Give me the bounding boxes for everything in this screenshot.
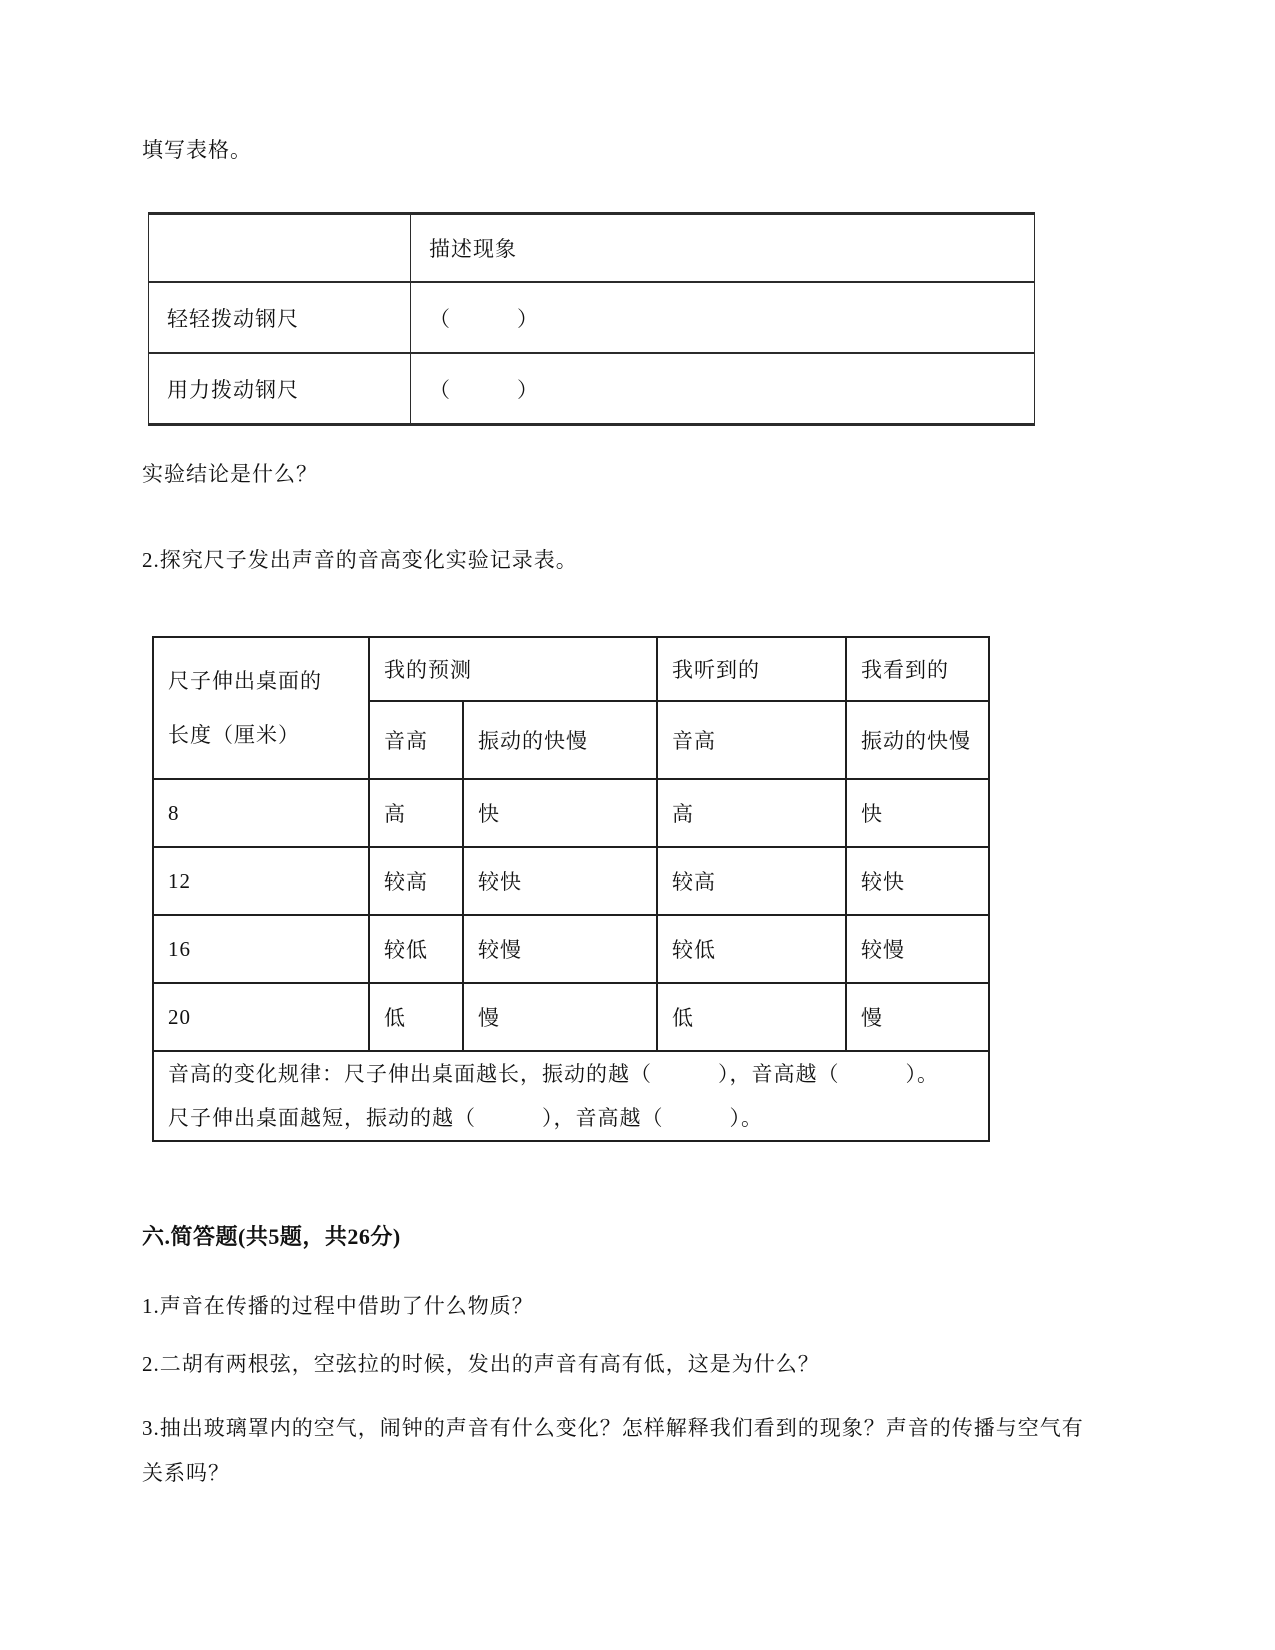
pitch-subheader-cell: 音高 bbox=[657, 701, 846, 779]
vibration-subheader-cell: 振动的快慢 bbox=[846, 701, 989, 779]
vibration-cell: 快 bbox=[463, 779, 657, 847]
pitch-cell: 高 bbox=[369, 779, 463, 847]
length-cell: 20 bbox=[153, 983, 369, 1051]
summary-line-1: 音高的变化规律：尺子伸出桌面越长，振动的越（ ），音高越（ ）。 bbox=[168, 1062, 939, 1086]
pitch-cell: 较低 bbox=[657, 915, 846, 983]
row-label-cell: 用力拨动钢尺 bbox=[149, 353, 411, 425]
blank-answer-cell: （ ） bbox=[411, 282, 1035, 353]
table-row bbox=[149, 282, 1035, 353]
section-6-heading: 六.简答题(共5题，共26分) bbox=[142, 1224, 401, 1249]
vibration-cell: 快 bbox=[846, 779, 989, 847]
vibration-cell: 较慢 bbox=[846, 915, 989, 983]
row-label-cell: 轻轻拨动钢尺 bbox=[149, 282, 411, 353]
length-cell: 16 bbox=[153, 915, 369, 983]
experiment-2-title: 2.探究尺子发出声音的音高变化实验记录表。 bbox=[142, 548, 578, 572]
pitch-cell: 低 bbox=[369, 983, 463, 1051]
vibration-cell: 慢 bbox=[463, 983, 657, 1051]
phenomenon-table bbox=[148, 212, 1035, 426]
pitch-cell: 较高 bbox=[369, 847, 463, 915]
vibration-cell: 较快 bbox=[846, 847, 989, 915]
table-row bbox=[153, 779, 989, 847]
seen-header-cell: 我看到的 bbox=[846, 637, 989, 701]
pitch-experiment-table bbox=[152, 636, 990, 1142]
pitch-cell: 较低 bbox=[369, 915, 463, 983]
table-row bbox=[153, 847, 989, 915]
table1-describe-header-cell: 描述现象 bbox=[411, 214, 1035, 283]
table-row bbox=[153, 1051, 989, 1141]
pitch-subheader-cell: 音高 bbox=[369, 701, 463, 779]
vibration-subheader-cell: 振动的快慢 bbox=[463, 701, 657, 779]
length-cell: 8 bbox=[153, 779, 369, 847]
length-header-line1: 尺子伸出桌面的 bbox=[168, 669, 322, 693]
table1-corner-cell bbox=[149, 214, 411, 283]
pitch-cell: 高 bbox=[657, 779, 846, 847]
summary-line-2: 尺子伸出桌面越短，振动的越（ ），音高越（ ）。 bbox=[168, 1106, 763, 1130]
question-1: 1.声音在传播的过程中借助了什么物质？ bbox=[142, 1294, 534, 1318]
intro-text: 填写表格。 bbox=[142, 138, 252, 162]
question-3: 3.抽出玻璃罩内的空气，闹钟的声音有什么变化？怎样解释我们看到的现象？声音的传播与空气有关系吗？ bbox=[142, 1416, 1084, 1485]
length-cell: 12 bbox=[153, 847, 369, 915]
pitch-cell: 低 bbox=[657, 983, 846, 1051]
heard-header-cell: 我听到的 bbox=[657, 637, 846, 701]
question-2: 2.二胡有两根弦，空弦拉的时候，发出的声音有高有低，这是为什么？ bbox=[142, 1352, 820, 1376]
conclusion-question-text: 实验结论是什么？ bbox=[142, 462, 318, 486]
length-header-line2: 长度（厘米） bbox=[168, 723, 300, 747]
table-row bbox=[149, 353, 1035, 425]
pitch-cell: 较高 bbox=[657, 847, 846, 915]
length-header-cell bbox=[153, 637, 369, 779]
table-row bbox=[149, 214, 1035, 283]
blank-answer-cell: （ ） bbox=[411, 353, 1035, 425]
vibration-cell: 较慢 bbox=[463, 915, 657, 983]
vibration-cell: 较快 bbox=[463, 847, 657, 915]
prediction-header-cell: 我的预测 bbox=[369, 637, 657, 701]
table-row bbox=[153, 637, 989, 701]
vibration-cell: 慢 bbox=[846, 983, 989, 1051]
table-row bbox=[153, 915, 989, 983]
summary-rule-cell bbox=[153, 1051, 989, 1141]
table-row bbox=[153, 983, 989, 1051]
